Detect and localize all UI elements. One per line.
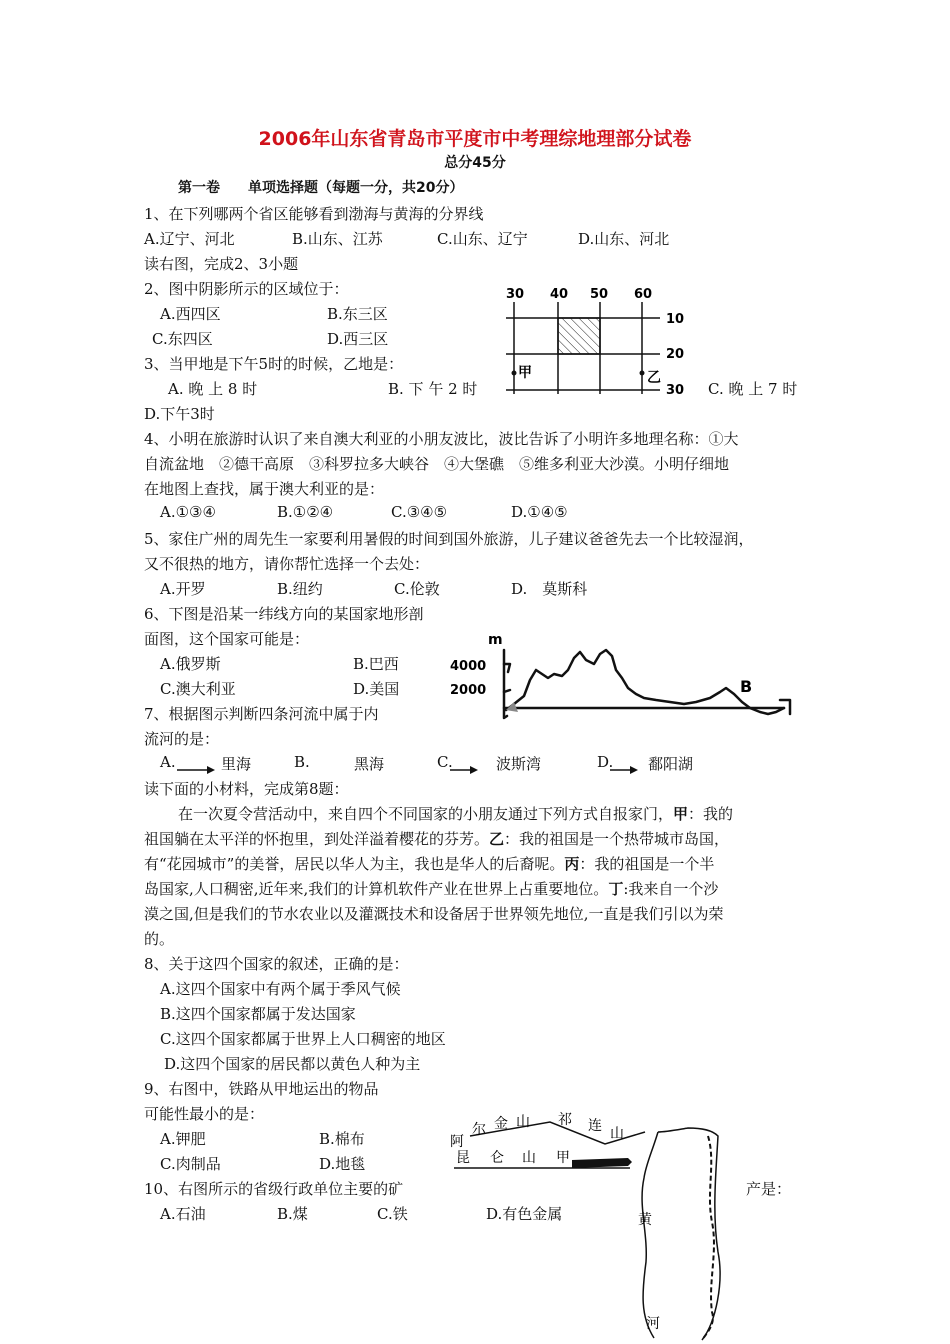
grid-top-label-60: 60 [634, 287, 653, 302]
q8-option-d: D.这四个国家的居民都以黄色人种为主 [164, 1055, 421, 1073]
section-heading: 第一卷 单项选择题（每题一分，共20分） [178, 180, 464, 196]
label-jia: 甲 [518, 365, 532, 381]
grid-right-label-10: 10 [666, 312, 685, 327]
q9-option-b: B.棉布 [319, 1130, 365, 1148]
material-line3: 有“花园城市”的美誉，居民以华人为主，我也是华人的后裔呢。丙：我的祖国是一个半 [144, 855, 715, 873]
q8-option-b: B.这四个国家都属于发达国家 [160, 1005, 356, 1023]
q1-option-a: A.辽宁、河北 [144, 230, 235, 248]
q4-line3: 在地图上查找，属于澳大利亚的是： [144, 480, 385, 498]
profile-y-2000: 2000 [450, 683, 487, 698]
q4-line2: 自流盆地 ②德干高原 ③科罗拉多大峡谷 ④大堡礁 ⑤维多利亚大沙漠。小明仔细地 [144, 455, 730, 473]
q5-option-d: D. 莫斯科 [511, 580, 588, 598]
page-title: 2006年山东省青岛市平度市中考理综地理部分试卷 [258, 128, 692, 150]
q5-line1: 5、家住广州的周先生一家要利用暑假的时间到国外旅游，儿子建议爸爸先去一个比较湿润， [144, 530, 754, 548]
map-label-qi: 祁 [558, 1112, 572, 1128]
grid-top-label-40: 40 [550, 287, 569, 302]
q7-line1: 7、根据图示判断四条河流中属于内 [144, 705, 379, 723]
point-yi [640, 371, 645, 376]
q5-line2: 又不很热的地方，请你帮忙选择一个去处： [144, 555, 430, 573]
q10-option-b: B.煤 [277, 1205, 308, 1223]
q4-option-c: C.③④⑤ [391, 503, 448, 521]
grid-right-label-30: 30 [666, 383, 685, 398]
q1-option-d: D.山东、河北 [578, 230, 670, 248]
read-material-note: 读下面的小材料，完成第8题： [144, 780, 349, 798]
q2-option-b: B.东三区 [327, 305, 388, 323]
q6-option-c: C.澳大利亚 [160, 680, 236, 698]
q8-stem: 8、关于这四个国家的叙述，正确的是： [144, 955, 409, 973]
material-line1: 在一次夏令营活动中，来自四个不同国家的小朋友通过下列方式自报家门，甲：我的 [178, 805, 734, 823]
profile-y-4000: 4000 [450, 659, 487, 674]
q5-option-b: B.纽约 [277, 580, 323, 598]
q5-option-c: C.伦敦 [394, 580, 440, 598]
map-label-shan1: 山 [516, 1114, 530, 1130]
q6-line1: 6、下图是沿某一纬线方向的某国家地形剖 [144, 605, 424, 623]
timezone-grid-figure [500, 282, 700, 400]
q5-option-a: A.开罗 [160, 580, 206, 598]
material-line5: 漠之国,但是我们的节水农业以及灌溉技术和设备居于世界领先地位,一直是我们引以为荣 [144, 905, 724, 923]
q7-arrow-c-icon [448, 764, 478, 776]
map-label-shan3: 山 [522, 1150, 536, 1166]
railway-line [572, 1158, 632, 1168]
map-label-he: 河 [646, 1316, 660, 1332]
q2-option-c: C.东四区 [152, 330, 213, 348]
q2-option-a: A.西四区 [160, 305, 221, 323]
province-map-figure [440, 1102, 780, 1342]
material-line2: 祖国躺在太平洋的怀抱里，到处洋溢着樱花的芬芳。乙：我的祖国是一个热带城市岛国， [144, 830, 730, 848]
map-label-shan2: 山 [610, 1126, 624, 1142]
q8-option-a: A.这四个国家中有两个属于季风气候 [160, 980, 401, 998]
q1-stem: 1、在下列哪两个省区能够看到渤海与黄海的分界线 [144, 205, 484, 223]
q9-line2: 可能性最小的是： [144, 1105, 265, 1123]
map-label-huang: 黄 [638, 1212, 652, 1228]
q7-option-a-text: 里海 [221, 755, 252, 773]
q7-arrow-a-icon [175, 764, 215, 776]
q7-option-c-text: 波斯湾 [496, 755, 542, 773]
grid-right-label-20: 20 [666, 347, 685, 362]
q10-line1-end: 产是： [746, 1180, 792, 1198]
q9-line1: 9、右图中，铁路从甲地运出的物品 [144, 1080, 379, 1098]
q1-option-b: B.山东、江苏 [292, 230, 383, 248]
map-label-jin: 金 [494, 1116, 508, 1132]
q10-option-c: C.铁 [377, 1205, 408, 1223]
grid-top-label-50: 50 [590, 287, 609, 302]
q3-option-a: A. 晚 上 8 时 [168, 380, 258, 398]
q7-option-b-letter: B. [294, 753, 310, 771]
map-label-a: 阿 [450, 1134, 464, 1150]
map-label-lian: 连 [588, 1118, 602, 1134]
q10-line1: 10、右图所示的省级行政单位主要的矿 [144, 1180, 404, 1198]
read-figure-note: 读右图，完成2、3小题 [144, 255, 299, 273]
q6-option-d: D.美国 [353, 680, 400, 698]
map-label-jia: 甲 [556, 1150, 570, 1166]
point-jia [512, 371, 517, 376]
q3-stem: 3、当甲地是下午5时的时候，乙地是： [144, 355, 404, 373]
total-score: 总分45分 [444, 155, 506, 171]
q4-line1: 4、小明在旅游时认识了来自澳大利亚的小朋友波比，波比告诉了小明许多地理名称：①大 [144, 430, 739, 448]
hatched-boundary [702, 1136, 714, 1340]
map-label-kun: 昆 [456, 1150, 470, 1166]
q6-option-b: B.巴西 [353, 655, 399, 673]
q7-option-a-letter: A. [160, 753, 176, 771]
q4-option-b: B.①②④ [277, 503, 334, 521]
q4-option-a: A.①③④ [160, 503, 216, 521]
q3-option-d: D.下午3时 [144, 405, 215, 423]
q10-option-a: A.石油 [160, 1205, 206, 1223]
terrain-profile-figure [444, 630, 800, 726]
q3-option-c: C. 晚 上 7 时 [708, 380, 798, 398]
label-yi: 乙 [647, 370, 661, 386]
q2-option-d: D.西三区 [327, 330, 389, 348]
q8-option-c: C.这四个国家都属于世界上人口稠密的地区 [160, 1030, 446, 1048]
q6-option-a: A.俄罗斯 [160, 655, 221, 673]
q6-line2: 面图，这个国家可能是： [144, 630, 310, 648]
q7-line2: 流河的是： [144, 730, 220, 748]
profile-label-b: B [740, 677, 753, 696]
q7-option-d-text: 鄱阳湖 [648, 755, 694, 773]
q4-option-d: D.①④⑤ [511, 503, 568, 521]
q2-stem: 2、图中阴影所示的区域位于： [144, 280, 349, 298]
q7-option-c-letter: C. [437, 753, 453, 771]
q7-arrow-d-icon [608, 764, 638, 776]
q10-option-d: D.有色金属 [486, 1205, 563, 1223]
yellow-river [642, 1132, 658, 1338]
q1-option-c: C.山东、辽宁 [437, 230, 528, 248]
material-line4: 岛国家,人口稠密,近年来,我们的计算机软件产业在世界上占重要地位。丁:我来自一个沙 [144, 880, 719, 898]
shaded-region [558, 318, 600, 354]
q9-option-d: D.地毯 [319, 1155, 366, 1173]
q9-option-c: C.肉制品 [160, 1155, 221, 1173]
profile-unit-label: m [488, 632, 503, 648]
grid-top-label-30: 30 [506, 287, 525, 302]
q3-option-b: B. 下 午 2 时 [388, 380, 478, 398]
q9-option-a: A.钾肥 [160, 1130, 206, 1148]
map-label-er: 尔 [472, 1122, 486, 1138]
map-label-lun: 仑 [490, 1150, 504, 1166]
q7-option-b-text: 黑海 [354, 755, 385, 773]
material-line6: 的。 [144, 930, 175, 948]
q7-option-d-letter: D. [597, 753, 614, 771]
